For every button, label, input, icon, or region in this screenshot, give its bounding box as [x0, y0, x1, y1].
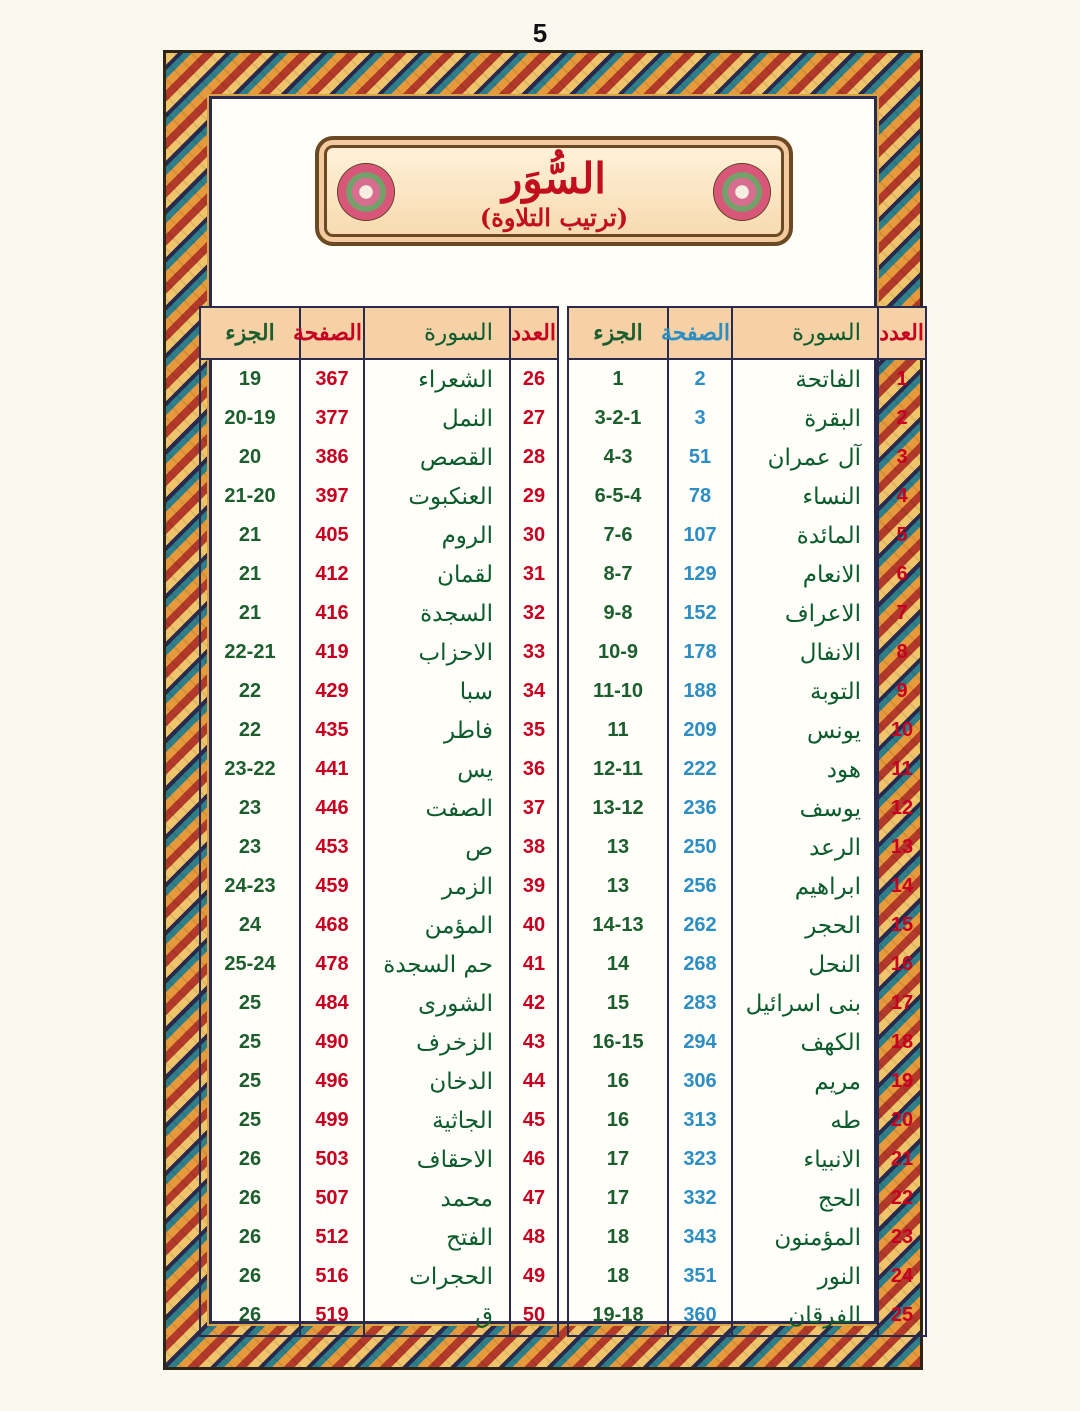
table-row: [200, 399, 558, 438]
page-number-cell: 2: [668, 359, 732, 399]
surah-name: الكهف: [732, 1023, 878, 1062]
surah-name: الرعد: [732, 828, 878, 867]
table-row: [568, 1101, 926, 1140]
surah-index: [224, 306, 927, 1329]
surah-name: النور: [732, 1257, 878, 1296]
table-row: [200, 867, 558, 906]
surah-name: الاعراف: [732, 594, 878, 633]
page-number-cell: 250: [668, 828, 732, 867]
surah-name: الشورى: [364, 984, 510, 1023]
table-row: [200, 711, 558, 750]
surah-number: 47: [510, 1179, 558, 1218]
surah-number: 42: [510, 984, 558, 1023]
page-number-cell: 484: [300, 984, 364, 1023]
juz-cell: 21: [200, 516, 300, 555]
table-row: [568, 867, 926, 906]
surah-name: ق: [364, 1296, 510, 1336]
table-body: [200, 359, 558, 1336]
surah-number: 37: [510, 789, 558, 828]
surah-number: 46: [510, 1140, 558, 1179]
juz-cell: 17: [568, 1140, 668, 1179]
table-row: [568, 555, 926, 594]
surah-name: الحجر: [732, 906, 878, 945]
column-header-juz: الجزء: [568, 307, 668, 359]
page-number: 5: [532, 18, 548, 48]
juz-cell: 21: [200, 555, 300, 594]
juz-cell: 14: [568, 945, 668, 984]
page-number-cell: 294: [668, 1023, 732, 1062]
title-cartouche: [315, 136, 793, 246]
surah-number: 10: [878, 711, 926, 750]
surah-number: 6: [878, 555, 926, 594]
juz-cell: 17: [568, 1179, 668, 1218]
surah-name: الروم: [364, 516, 510, 555]
page-number-cell: 152: [668, 594, 732, 633]
surah-number: 13: [878, 828, 926, 867]
juz-cell: 10-9: [568, 633, 668, 672]
surah-number: 50: [510, 1296, 558, 1336]
page-number-cell: 496: [300, 1062, 364, 1101]
surah-name: الانبياء: [732, 1140, 878, 1179]
page-number-cell: 453: [300, 828, 364, 867]
surah-number: 8: [878, 633, 926, 672]
surah-number: 1: [878, 359, 926, 399]
flower-ornament-icon: [713, 163, 771, 221]
surah-name: الفتح: [364, 1218, 510, 1257]
table-row: [568, 672, 926, 711]
juz-cell: 13: [568, 867, 668, 906]
juz-cell: 23: [200, 789, 300, 828]
surah-name: الانفال: [732, 633, 878, 672]
surah-number: 15: [878, 906, 926, 945]
page-number-cell: 236: [668, 789, 732, 828]
surah-number: 32: [510, 594, 558, 633]
surah-table-right: [567, 306, 927, 1337]
table-row: [568, 1296, 926, 1336]
juz-cell: 26: [200, 1296, 300, 1336]
page-number-cell: 129: [668, 555, 732, 594]
juz-cell: 18: [568, 1257, 668, 1296]
column-header-surah: السورة: [732, 307, 878, 359]
column-header-number: العدد: [878, 307, 926, 359]
page-number-cell: 178: [668, 633, 732, 672]
surah-name: ابراهيم: [732, 867, 878, 906]
surah-name: الشعراء: [364, 359, 510, 399]
surah-number: 31: [510, 555, 558, 594]
page-number-cell: 499: [300, 1101, 364, 1140]
surah-number: 38: [510, 828, 558, 867]
page-number-cell: 367: [300, 359, 364, 399]
surah-name: هود: [732, 750, 878, 789]
surah-name: سبا: [364, 672, 510, 711]
table-row: [200, 828, 558, 867]
juz-cell: 25-24: [200, 945, 300, 984]
surah-table-left: [199, 306, 559, 1337]
table-row: [568, 789, 926, 828]
table-row: [200, 516, 558, 555]
column-header-page: الصفحة: [300, 307, 364, 359]
surah-number: 26: [510, 359, 558, 399]
surah-name: العنكبوت: [364, 477, 510, 516]
surah-name: التوبة: [732, 672, 878, 711]
surah-name: يونس: [732, 711, 878, 750]
page-number-cell: 512: [300, 1218, 364, 1257]
juz-cell: 25: [200, 1101, 300, 1140]
page-number-cell: 306: [668, 1062, 732, 1101]
surah-number: 21: [878, 1140, 926, 1179]
page-title: السُّوَر: [502, 154, 606, 203]
juz-cell: 13: [568, 828, 668, 867]
surah-name: المائدة: [732, 516, 878, 555]
juz-cell: 25: [200, 1062, 300, 1101]
column-header-surah: السورة: [364, 307, 510, 359]
table-row: [568, 1062, 926, 1101]
surah-number: 9: [878, 672, 926, 711]
surah-name: بنى اسرائيل: [732, 984, 878, 1023]
surah-number: 36: [510, 750, 558, 789]
table-row: [568, 906, 926, 945]
page-number-cell: 468: [300, 906, 364, 945]
page-number-cell: 51: [668, 438, 732, 477]
surah-number: 28: [510, 438, 558, 477]
juz-cell: 19-18: [568, 1296, 668, 1336]
surah-number: 4: [878, 477, 926, 516]
juz-cell: 25: [200, 1023, 300, 1062]
juz-cell: 22: [200, 672, 300, 711]
page-number-cell: 405: [300, 516, 364, 555]
juz-cell: 22-21: [200, 633, 300, 672]
surah-name: الانعام: [732, 555, 878, 594]
surah-name: محمد: [364, 1179, 510, 1218]
surah-name: المؤمنون: [732, 1218, 878, 1257]
surah-name: لقمان: [364, 555, 510, 594]
surah-number: 24: [878, 1257, 926, 1296]
table-row: [568, 711, 926, 750]
table-row: [200, 945, 558, 984]
page-number-cell: 446: [300, 789, 364, 828]
page-number-cell: 262: [668, 906, 732, 945]
juz-cell: 14-13: [568, 906, 668, 945]
page-number-cell: 256: [668, 867, 732, 906]
juz-cell: 7-6: [568, 516, 668, 555]
page-number-cell: 360: [668, 1296, 732, 1336]
juz-cell: 20-19: [200, 399, 300, 438]
surah-name: طه: [732, 1101, 878, 1140]
page-number-cell: 209: [668, 711, 732, 750]
surah-number: 45: [510, 1101, 558, 1140]
table-row: [200, 906, 558, 945]
table-row: [200, 1257, 558, 1296]
table-row: [200, 1101, 558, 1140]
page-number-cell: 441: [300, 750, 364, 789]
table-row: [200, 359, 558, 399]
page-number-cell: 490: [300, 1023, 364, 1062]
surah-name: الجاثية: [364, 1101, 510, 1140]
table-row: [568, 1023, 926, 1062]
surah-number: 39: [510, 867, 558, 906]
surah-number: 29: [510, 477, 558, 516]
page-number-cell: 419: [300, 633, 364, 672]
juz-cell: 24-23: [200, 867, 300, 906]
column-header-page: الصفحة: [668, 307, 732, 359]
juz-cell: 18: [568, 1218, 668, 1257]
juz-cell: 9-8: [568, 594, 668, 633]
page-number-cell: 283: [668, 984, 732, 1023]
juz-cell: 3-2-1: [568, 399, 668, 438]
table-row: [568, 438, 926, 477]
surah-number: 16: [878, 945, 926, 984]
surah-number: 33: [510, 633, 558, 672]
juz-cell: 4-3: [568, 438, 668, 477]
table-row: [200, 1140, 558, 1179]
surah-number: 19: [878, 1062, 926, 1101]
page-number-cell: 343: [668, 1218, 732, 1257]
surah-name: الصفت: [364, 789, 510, 828]
surah-number: 20: [878, 1101, 926, 1140]
page-number-cell: 519: [300, 1296, 364, 1336]
table-row: [568, 984, 926, 1023]
surah-number: 43: [510, 1023, 558, 1062]
table-row: [200, 633, 558, 672]
table-row: [200, 672, 558, 711]
page-number-cell: 188: [668, 672, 732, 711]
table-row: [568, 516, 926, 555]
table-row: [568, 1257, 926, 1296]
juz-cell: 21: [200, 594, 300, 633]
juz-cell: 11: [568, 711, 668, 750]
table-row: [568, 828, 926, 867]
juz-cell: 22: [200, 711, 300, 750]
juz-cell: 12-11: [568, 750, 668, 789]
surah-number: 49: [510, 1257, 558, 1296]
page-number-cell: 107: [668, 516, 732, 555]
column-header-juz: الجزء: [200, 307, 300, 359]
juz-cell: 26: [200, 1218, 300, 1257]
surah-name: الزخرف: [364, 1023, 510, 1062]
surah-number: 41: [510, 945, 558, 984]
table-row: [200, 1296, 558, 1336]
juz-cell: 20: [200, 438, 300, 477]
juz-cell: 26: [200, 1179, 300, 1218]
table-row: [200, 750, 558, 789]
page-number-cell: 377: [300, 399, 364, 438]
juz-cell: 15: [568, 984, 668, 1023]
table-row: [568, 633, 926, 672]
surah-number: 34: [510, 672, 558, 711]
page-number-cell: 429: [300, 672, 364, 711]
page-number-cell: 313: [668, 1101, 732, 1140]
surah-number: 5: [878, 516, 926, 555]
page-number-cell: 478: [300, 945, 364, 984]
surah-name: الفرقان: [732, 1296, 878, 1336]
table-row: [200, 594, 558, 633]
surah-number: 18: [878, 1023, 926, 1062]
juz-cell: 11-10: [568, 672, 668, 711]
juz-cell: 16: [568, 1062, 668, 1101]
page-subtitle: (ترتيب التلاوة): [479, 203, 629, 232]
juz-cell: 26: [200, 1140, 300, 1179]
surah-name: النمل: [364, 399, 510, 438]
table-row: [568, 594, 926, 633]
surah-name: الفاتحة: [732, 359, 878, 399]
surah-number: 27: [510, 399, 558, 438]
page-number-cell: 503: [300, 1140, 364, 1179]
juz-cell: 16: [568, 1101, 668, 1140]
surah-name: الحجرات: [364, 1257, 510, 1296]
surah-name: ص: [364, 828, 510, 867]
juz-cell: 23: [200, 828, 300, 867]
surah-name: القصص: [364, 438, 510, 477]
page-number-cell: 332: [668, 1179, 732, 1218]
surah-name: الاحقاف: [364, 1140, 510, 1179]
table-row: [200, 438, 558, 477]
flower-ornament-icon: [337, 163, 395, 221]
page-number-cell: 516: [300, 1257, 364, 1296]
table-row: [200, 1218, 558, 1257]
surah-name: يس: [364, 750, 510, 789]
page-number-cell: 386: [300, 438, 364, 477]
surah-name: المؤمن: [364, 906, 510, 945]
page-number-cell: 507: [300, 1179, 364, 1218]
table-row: [568, 399, 926, 438]
juz-cell: 6-5-4: [568, 477, 668, 516]
surah-number: 2: [878, 399, 926, 438]
surah-number: 44: [510, 1062, 558, 1101]
page-number-cell: 222: [668, 750, 732, 789]
page-number-cell: 416: [300, 594, 364, 633]
table-row: [568, 1179, 926, 1218]
page-number-cell: 78: [668, 477, 732, 516]
page-number-cell: 435: [300, 711, 364, 750]
surah-name: النساء: [732, 477, 878, 516]
juz-cell: 8-7: [568, 555, 668, 594]
table-row: [200, 1179, 558, 1218]
table-row: [568, 945, 926, 984]
page-number-cell: 323: [668, 1140, 732, 1179]
juz-cell: 21-20: [200, 477, 300, 516]
surah-number: 17: [878, 984, 926, 1023]
surah-number: 40: [510, 906, 558, 945]
surah-name: الزمر: [364, 867, 510, 906]
surah-number: 11: [878, 750, 926, 789]
table-row: [200, 1062, 558, 1101]
page-number-cell: 397: [300, 477, 364, 516]
surah-number: 23: [878, 1218, 926, 1257]
juz-cell: 25: [200, 984, 300, 1023]
decorative-border: [163, 50, 923, 1370]
surah-name: الاحزاب: [364, 633, 510, 672]
surah-name: يوسف: [732, 789, 878, 828]
juz-cell: 19: [200, 359, 300, 399]
surah-number: 35: [510, 711, 558, 750]
surah-name: حم السجدة: [364, 945, 510, 984]
juz-cell: 16-15: [568, 1023, 668, 1062]
surah-name: النحل: [732, 945, 878, 984]
surah-name: فاطر: [364, 711, 510, 750]
table-row: [568, 477, 926, 516]
surah-number: 14: [878, 867, 926, 906]
surah-number: 48: [510, 1218, 558, 1257]
juz-cell: 23-22: [200, 750, 300, 789]
juz-cell: 26: [200, 1257, 300, 1296]
table-body: [568, 359, 926, 1336]
column-header-number: العدد: [510, 307, 558, 359]
page-number-cell: 3: [668, 399, 732, 438]
table-row: [200, 555, 558, 594]
surah-number: 25: [878, 1296, 926, 1336]
table-row: [568, 750, 926, 789]
table-header: [568, 307, 926, 359]
table-header: [200, 307, 558, 359]
surah-name: البقرة: [732, 399, 878, 438]
table-row: [568, 359, 926, 399]
table-row: [568, 1218, 926, 1257]
page-number-cell: 412: [300, 555, 364, 594]
surah-name: الحج: [732, 1179, 878, 1218]
page-number-cell: 268: [668, 945, 732, 984]
page-number-cell: 351: [668, 1257, 732, 1296]
surah-number: 12: [878, 789, 926, 828]
table-row: [200, 477, 558, 516]
juz-cell: 24: [200, 906, 300, 945]
surah-number: 30: [510, 516, 558, 555]
table-row: [200, 984, 558, 1023]
surah-number: 3: [878, 438, 926, 477]
table-row: [200, 1023, 558, 1062]
table-row: [568, 1140, 926, 1179]
table-row: [200, 789, 558, 828]
juz-cell: 13-12: [568, 789, 668, 828]
surah-name: الدخان: [364, 1062, 510, 1101]
surah-name: آل عمران: [732, 438, 878, 477]
content-panel: [209, 96, 924, 1329]
surah-name: السجدة: [364, 594, 510, 633]
juz-cell: 1: [568, 359, 668, 399]
surah-number: 22: [878, 1179, 926, 1218]
surah-number: 7: [878, 594, 926, 633]
surah-name: مريم: [732, 1062, 878, 1101]
page-number-cell: 459: [300, 867, 364, 906]
